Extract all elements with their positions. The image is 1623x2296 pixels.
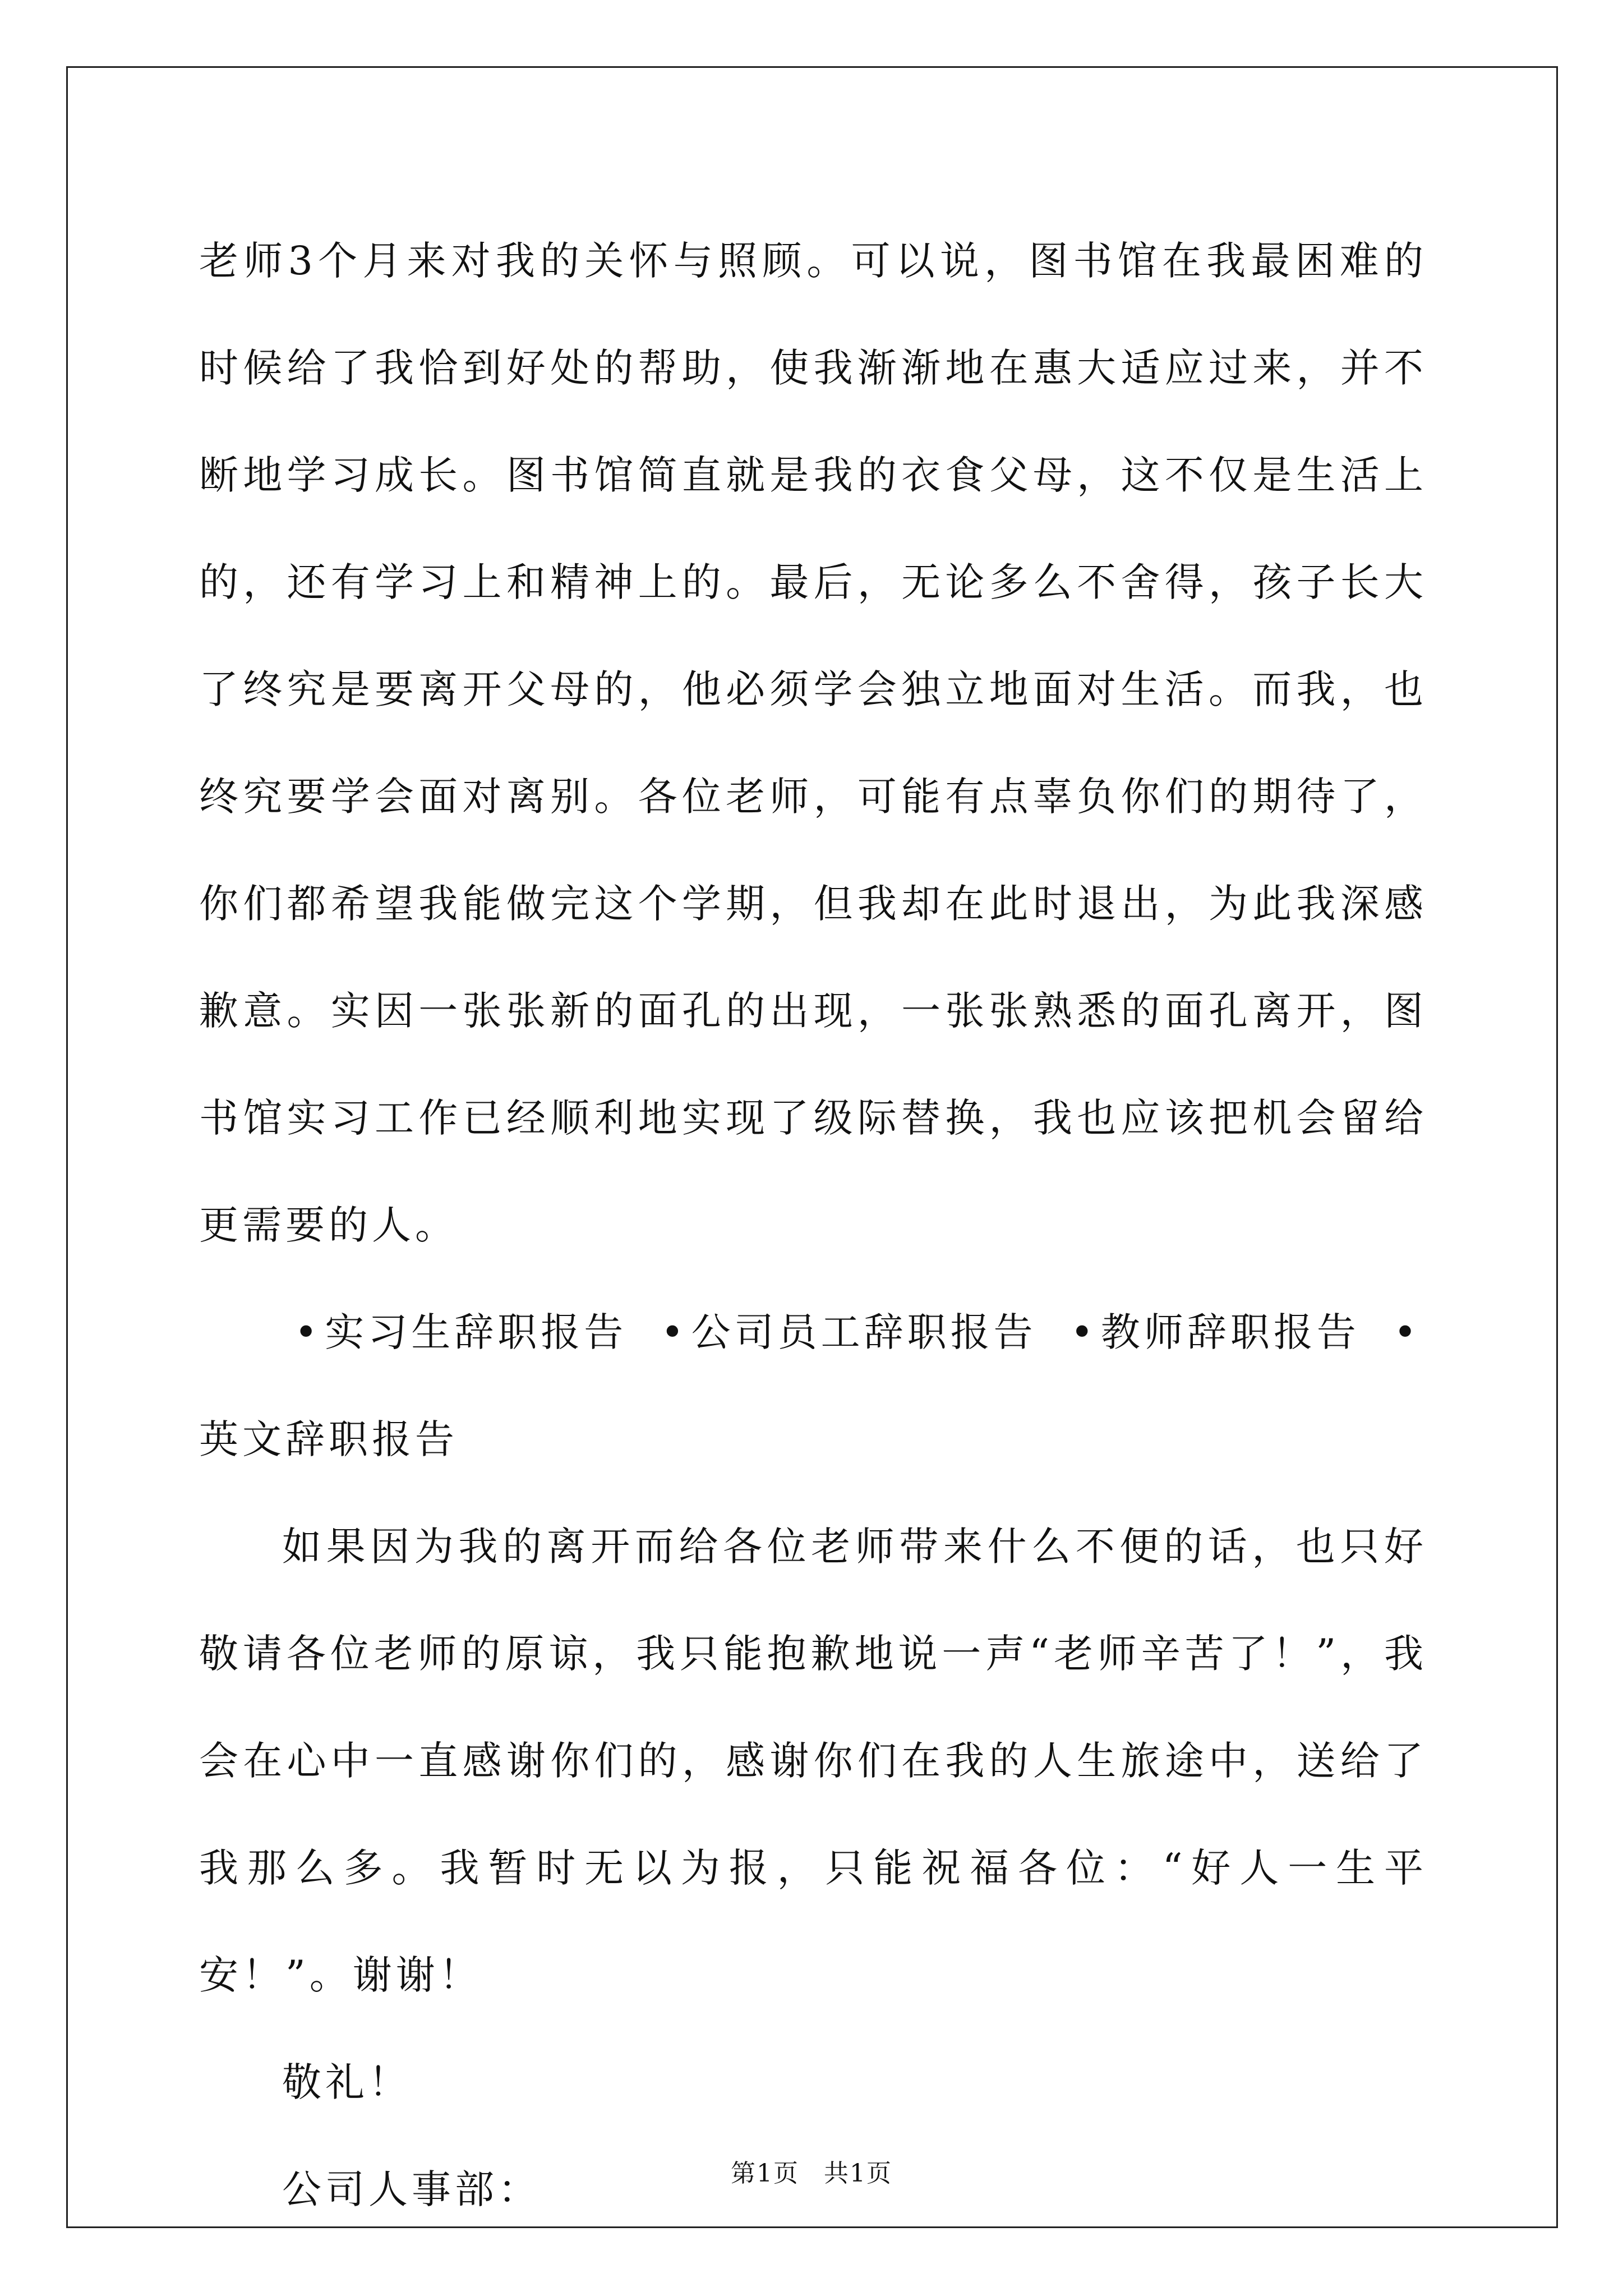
bullet-icon: •	[1393, 1309, 1421, 1355]
bullet-icon: •	[294, 1309, 322, 1355]
related-link-teacher-resignation[interactable]: •教师辞职报告	[1070, 1309, 1360, 1355]
bullet-icon: •	[1070, 1309, 1098, 1355]
paragraph-salutation: 敬礼！	[282, 2059, 412, 2105]
related-link-intern-resignation[interactable]: •实习生辞职报告	[294, 1309, 628, 1355]
page-number-total: 共1页	[824, 2159, 892, 2188]
related-link-english-resignation[interactable]: •英文辞职报告	[199, 1309, 1421, 1462]
paragraph-farewell-thanks: 老师3个月来对我的关怀与照顾。可以说，图书馆在我最困难的时候给了我恰到好处的帮助，使我渐渐地在惠大适应过来，并不断地学习成长。图书馆简直就是我的衣食父母，这不仅是生活上的，还有学习上和精神上的。最后，无论多么不舍得，孩子长大了终究是要离开父母的，他必须学会独立地面对生活。而我，也终究要学会面对离别。各位老师，可能有点辜负你们的期待了，你们都希望我能做完这个学期，但我却在此时退出，为此我深感歉意。实因一张张新的面孔的出现，一张张熟悉的面孔离开，图书馆实习工作已经顺利地实现了级际替换，我也应该把机会留给更需要的人。	[199, 238, 1427, 1248]
document-body	[199, 208, 1427, 2243]
bullet-icon: •	[661, 1309, 688, 1355]
paragraph-recipient: 公司人事部：	[282, 2166, 541, 2212]
page-number-current: 第1页	[731, 2159, 799, 2188]
related-link-employee-resignation[interactable]: •公司员工辞职报告	[661, 1309, 1037, 1355]
paragraph-apology: 如果因为我的离开而给各位老师带来什么不便的话，也只好敬请各位老师的原谅，我只能抱歉地说一声“老师辛苦了！”，我会在心中一直感谢你们的，感谢你们在我的人生旅途中，送给了我那么多。我暂时无以为报，只能祝福各位：“好人一生平安！”。谢谢！	[199, 1524, 1427, 1998]
related-links-list	[199, 1279, 1427, 1493]
page-footer	[0, 2153, 1623, 2189]
